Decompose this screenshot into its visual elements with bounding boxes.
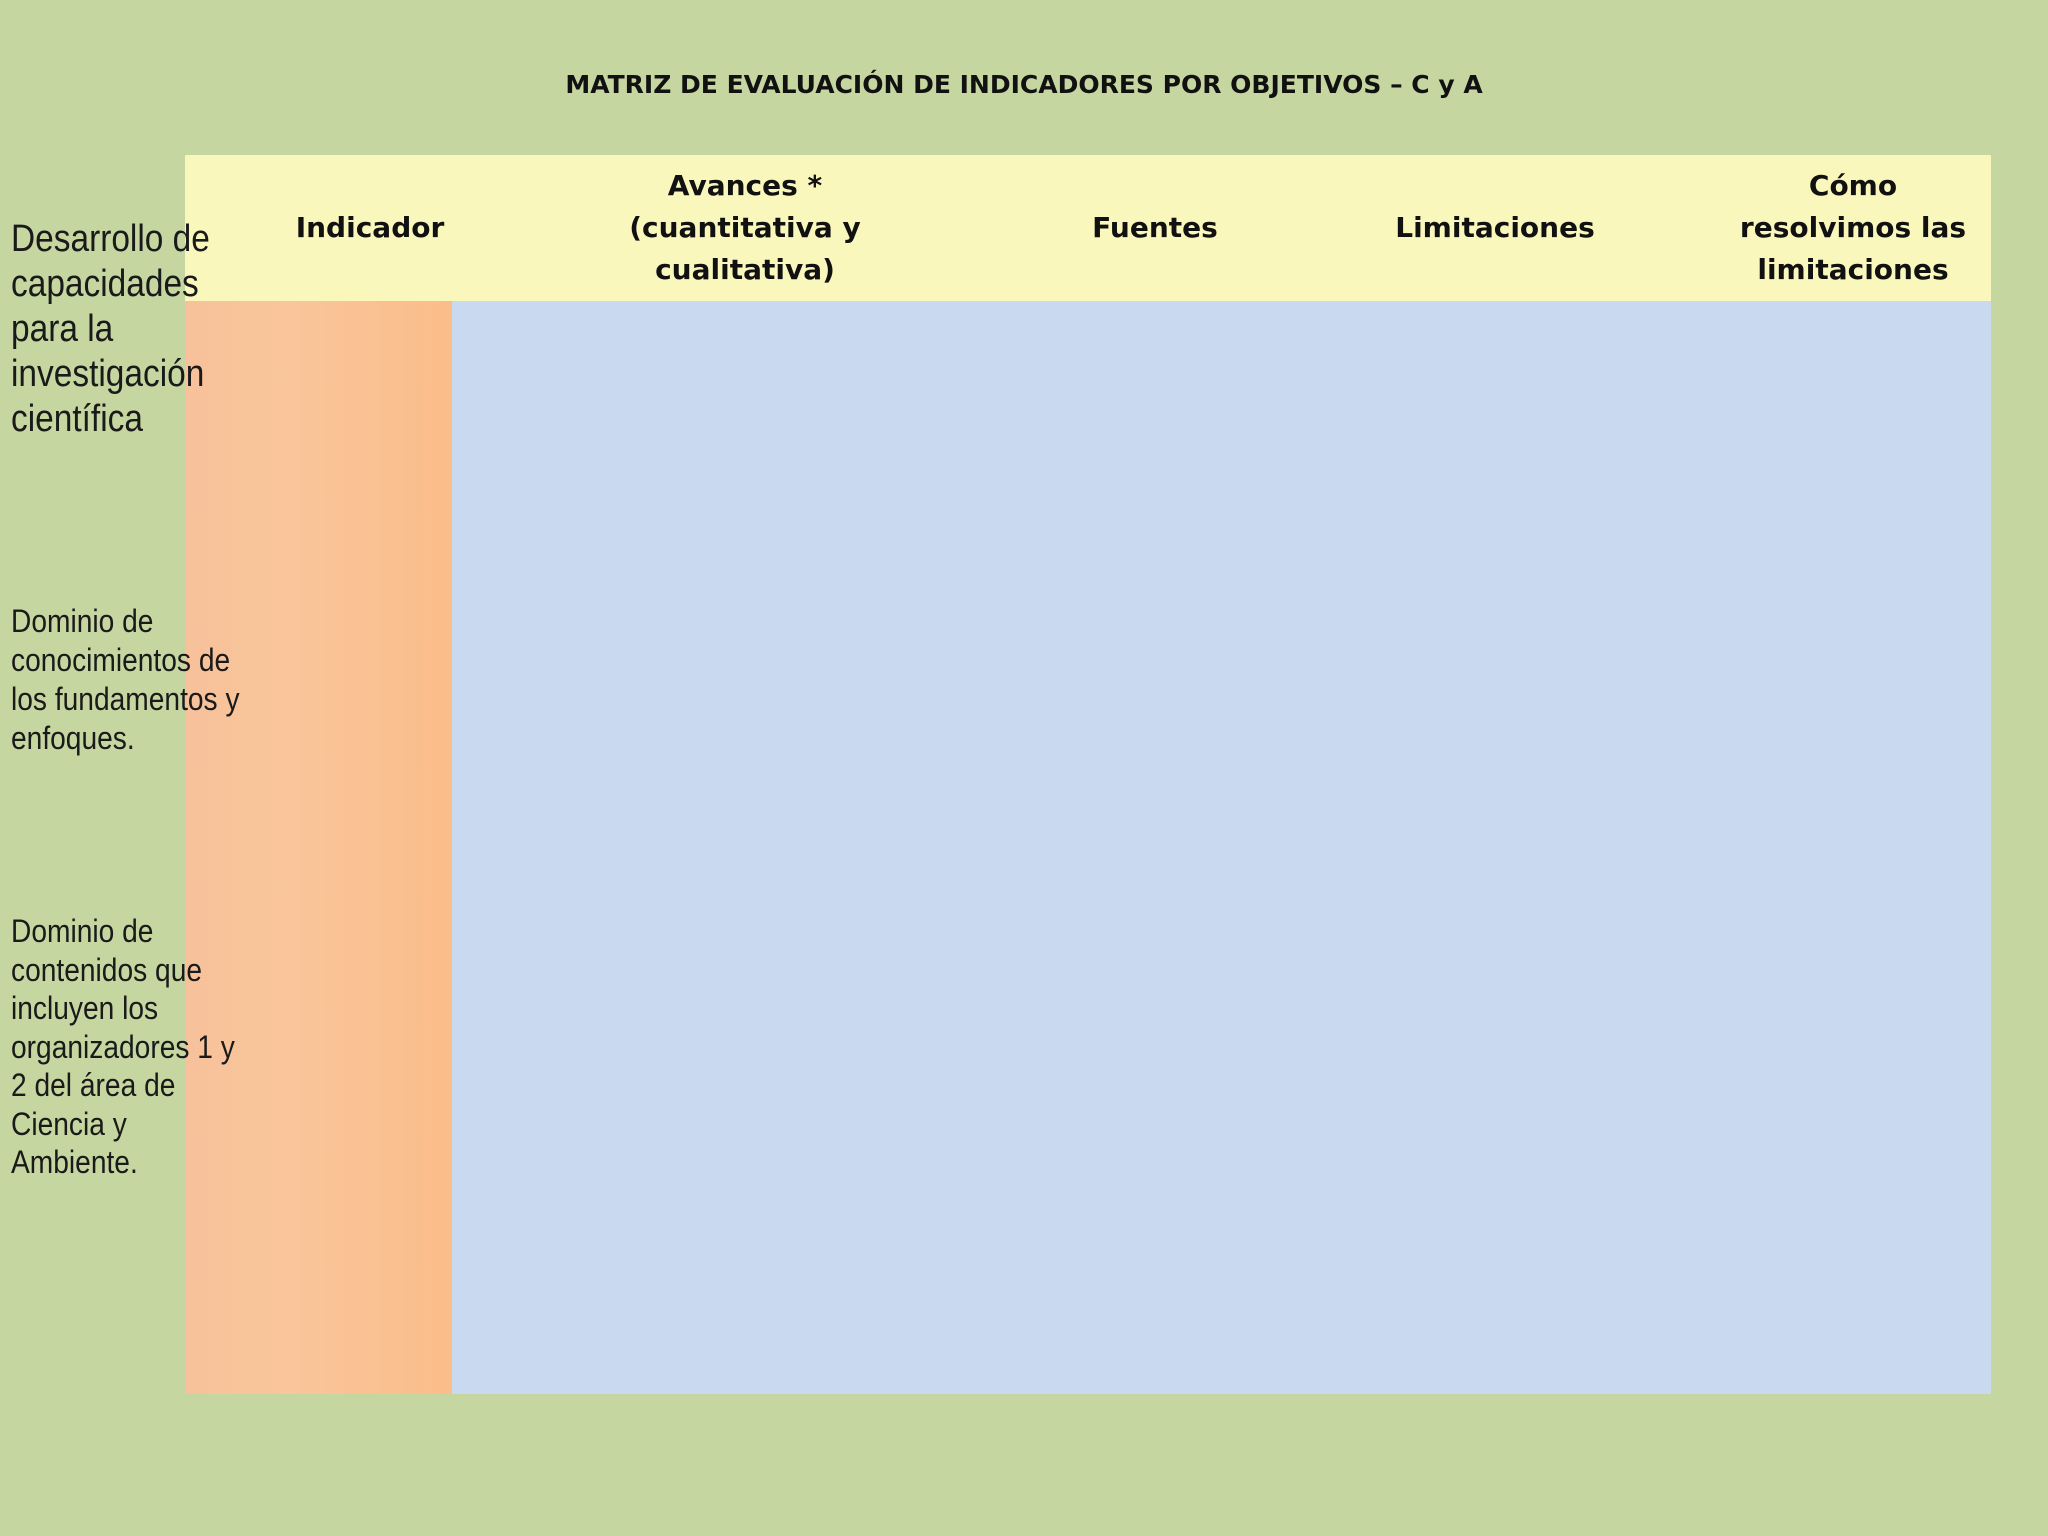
indicator-3-text: Dominio de contenidos que incluyen los organizadores 1 y 2 del área de Ciencia y Ambiente. — [11, 913, 235, 1180]
table-header-row — [185, 155, 1991, 302]
header-indicador-label: Indicador — [295, 211, 445, 244]
indicator-1-text: Desarrollo de capacidades para la investigación científica — [11, 218, 210, 440]
header-avances — [555, 155, 935, 301]
indicator-2-text: Dominio de conocimientos de los fundamentos y enfoques. — [11, 603, 240, 756]
header-como-resolvimos-label: Cómo resolvimos las limitaciones — [1739, 169, 1967, 286]
indicator-column — [185, 301, 452, 1394]
header-como-resolvimos — [1715, 155, 1991, 301]
header-limitaciones — [1355, 155, 1635, 301]
page-title: MATRIZ DE EVALUACIÓN DE INDICADORES POR OBJETIVOS – C y A — [565, 70, 1483, 99]
evaluation-matrix-table — [185, 155, 1991, 1394]
header-fuentes-label: Fuentes — [1092, 211, 1218, 244]
header-fuentes — [1005, 155, 1305, 301]
header-limitaciones-label: Limitaciones — [1395, 211, 1595, 244]
header-avances-label: Avances * (cuantitativa y cualitativa) — [629, 169, 861, 286]
matrix-content-area — [452, 301, 1991, 1394]
